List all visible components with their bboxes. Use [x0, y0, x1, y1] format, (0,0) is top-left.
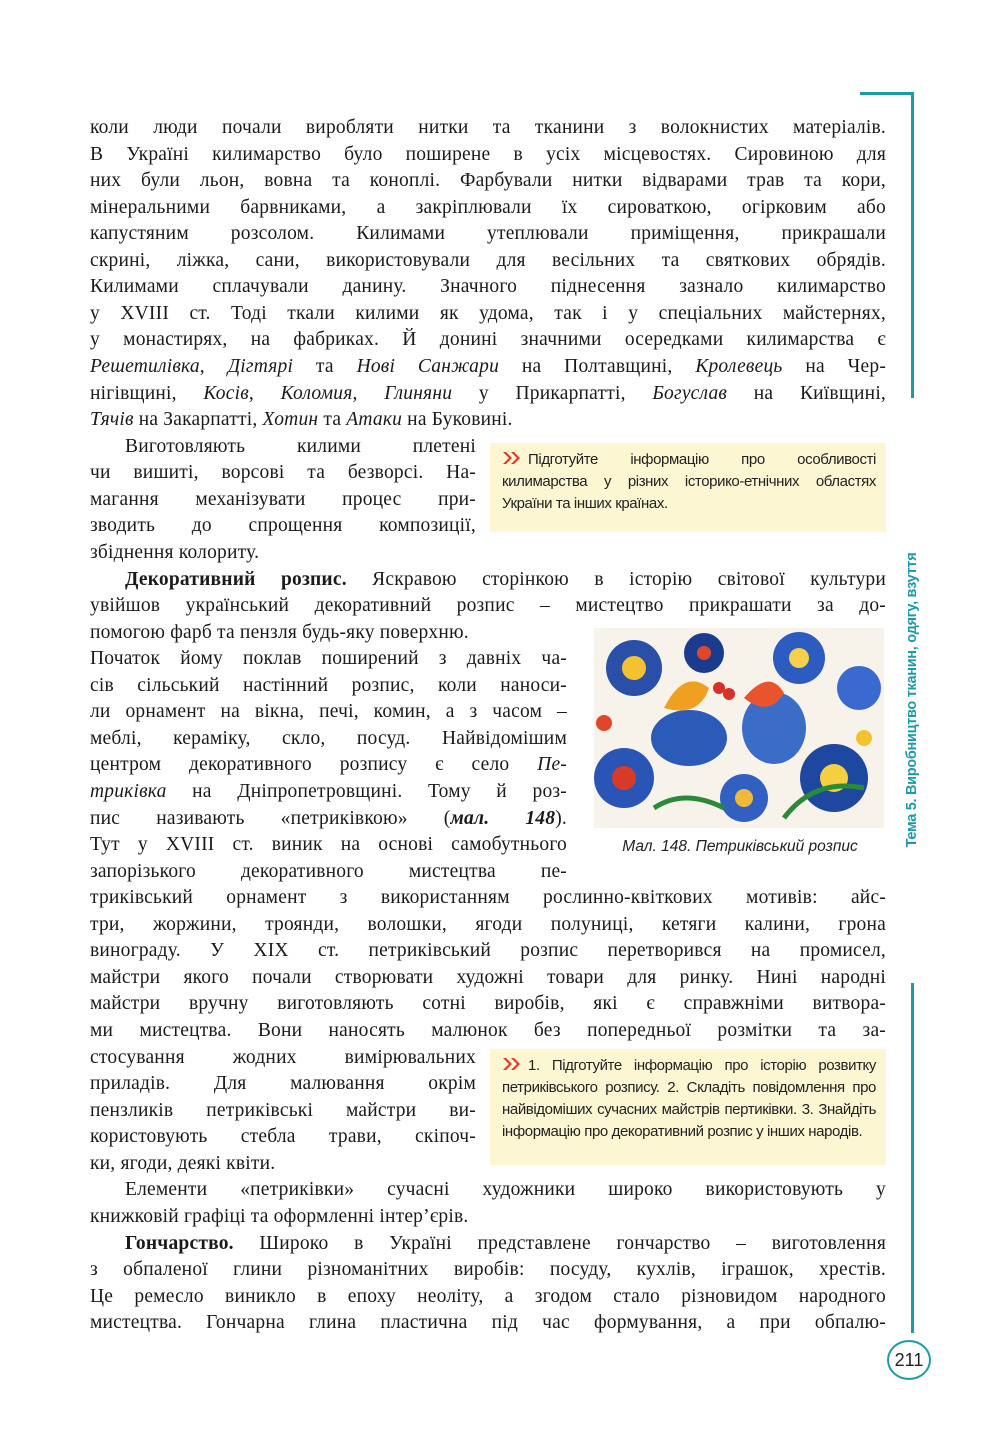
text-run: ,	[199, 356, 228, 378]
text-line	[90, 381, 886, 407]
task-text: 1. Підготуйте інформацію про історію розвитку петриківського розпису. 2. Складіть повідомлення про найвідоміших сучасних майстрів пертиківки. 3. Знайдіть інформацію про декоративний розпис у інших народів.	[502, 1057, 876, 1140]
text-run: на Київщині,	[727, 382, 887, 404]
text-run: Килимами сплачували данину. Значного піднесення зазнало килимарство	[90, 276, 886, 298]
text-line	[90, 354, 886, 380]
emphasized-text: Нові Санжари	[356, 356, 500, 378]
text-line	[90, 513, 476, 539]
text-line	[90, 407, 886, 433]
text-line	[90, 752, 567, 778]
text-run: чи вишиті, ворсові та безворсі. На-	[90, 462, 476, 484]
text-line	[90, 1310, 886, 1336]
text-run: мінеральними барвниками, а закріплювали їх сироваткою, огірковим або	[90, 196, 886, 218]
emphasized-text: Хотин	[262, 409, 319, 431]
text-run: винограду. У XIX ст. петриківський розпис перетворився на промисел,	[90, 940, 886, 962]
text-run: мистецтва. Гончарна глина пластична під час формування, а при обпалю-	[90, 1312, 886, 1334]
text-line	[90, 301, 886, 327]
text-run: магання механізувати процес при-	[90, 488, 476, 510]
text-run: ).	[555, 807, 567, 829]
text-run: ки, ягоди, деякі квіти.	[90, 1152, 276, 1174]
text-line	[90, 1124, 476, 1150]
text-run: помогою фарб та пензля будь-яку поверхню.	[90, 621, 469, 643]
top-rule	[860, 92, 914, 95]
emphasized-text: Пе-	[537, 754, 567, 776]
text-line	[90, 1098, 476, 1124]
text-run: зводить до спрощення композиції,	[90, 515, 476, 537]
text-line	[90, 460, 476, 486]
text-line	[90, 1257, 886, 1283]
text-run: Початок йому поклав поширений з давніх ча-	[90, 648, 567, 670]
text-line	[90, 327, 886, 353]
text-line	[90, 1018, 886, 1044]
text-line	[90, 1151, 476, 1177]
text-run: у Прикарпатті,	[452, 382, 653, 404]
text-run: на Чер-	[782, 356, 887, 378]
text-run: книжковій графіці та оформленні інтер’єрів.	[90, 1205, 469, 1227]
text-run: Яскравою сторінкою в історію світової культури	[346, 568, 886, 590]
text-line	[90, 859, 567, 885]
text-run: скрині, ліжка, сани, використовували для весільних та святкових обрядів.	[90, 249, 886, 271]
text-line	[90, 1284, 886, 1310]
text-run: В Україні килимарство було поширене в усіх місцевостях. Сировиною для	[90, 143, 886, 165]
text-run: пензликів петриківські майстри ви-	[90, 1099, 476, 1121]
text-run: та	[318, 409, 347, 431]
emphasized-text: Решетилівка	[90, 356, 200, 378]
text-line	[90, 195, 886, 221]
double-chevron-icon	[502, 451, 522, 465]
text-line	[125, 1231, 886, 1257]
text-line	[90, 168, 886, 194]
text-line	[90, 832, 567, 858]
text-run: ,	[352, 382, 385, 404]
text-run: у XVIII ст. Тоді ткали килими як удома, так і у спеціальних майстернях,	[90, 302, 886, 324]
text-line	[90, 620, 567, 646]
text-line	[90, 806, 567, 832]
side-rule-bottom	[911, 983, 914, 1333]
double-chevron-icon	[502, 1057, 522, 1071]
text-line	[90, 965, 886, 991]
text-run: центром декоративного розпису є село	[90, 754, 538, 776]
text-line	[90, 699, 567, 725]
text-line	[90, 991, 886, 1017]
text-run: з обпаленої глини різноманітних виробів: посуду, кухлів, іграшок, хрестів.	[90, 1259, 886, 1281]
text-line	[125, 1177, 886, 1203]
text-line	[90, 1045, 476, 1071]
text-line	[125, 567, 886, 593]
text-run: на Буковині.	[402, 409, 513, 431]
text-run: Виготовляють килими плетені	[125, 435, 476, 457]
text-line	[90, 779, 567, 805]
text-line	[90, 726, 567, 752]
text-run: увійшов український декоративний розпис – мистецтво прикрашати за до-	[90, 595, 886, 617]
text-run: майстри якого почали створювати художні товари для ринку. Нині народні	[90, 966, 886, 988]
text-line	[90, 115, 886, 141]
text-run: Елементи «петриківки» сучасні художники широко використовують у	[125, 1179, 886, 1201]
text-run: пис називають «петриківкою» (	[90, 807, 451, 829]
text-line	[90, 274, 886, 300]
text-line	[90, 487, 476, 513]
emphasized-text: Декоративний розпис.	[125, 568, 347, 590]
text-run: на Закарпатті,	[133, 409, 263, 431]
text-line	[90, 1071, 476, 1097]
text-line	[125, 434, 476, 460]
text-run: запорізького декоративного мистецтва пе-	[90, 860, 567, 882]
text-line	[90, 221, 886, 247]
emphasized-text: Коломия	[280, 382, 353, 404]
emphasized-text: Атаки	[346, 409, 403, 431]
text-run: на Дніпропетровщині. Тому й роз-	[166, 781, 567, 802]
text-line	[90, 646, 567, 672]
text-run: Тут у XVIII ст. виник на основі самобутнього	[90, 834, 567, 856]
task-text: Підготуйте інформацію про особливості килимарства у різних історико-етнічних областях України та інших країнах.	[502, 451, 876, 512]
task-box-2	[490, 1049, 886, 1165]
text-run: приладів. Для малювання окрім	[90, 1073, 476, 1095]
page-number: 211	[887, 1340, 931, 1380]
emphasized-text: Глиняни	[384, 382, 453, 404]
text-line	[90, 248, 886, 274]
text-line	[90, 673, 567, 699]
text-run: та	[293, 356, 357, 378]
text-run: них були льон, вовна та коноплі. Фарбували нитки відварами трав та кори,	[90, 170, 886, 192]
text-run: нігівщині,	[90, 382, 204, 404]
emphasized-text: триківка	[90, 781, 167, 802]
figure-caption: Мал. 148. Петриківський розпис	[622, 838, 858, 855]
emphasized-text: мал. 148	[450, 807, 556, 829]
task-box-1	[490, 443, 886, 532]
text-run: майстри вручну виготовляють сотні виробів, які є справжніми витвора-	[90, 993, 886, 1015]
chapter-side-label: Тема 5. Виробництво тканин, одягу, взуття	[904, 552, 920, 848]
text-run: триківський орнамент з використанням рослинно-квіткових мотивів: айс-	[90, 887, 886, 909]
text-run: коли люди почали виробляти нитки та тканини з волокнистих матеріалів.	[90, 117, 886, 138]
text-run: ми мистецтва. Вони наносять малюнок без попередньої розмітки та за-	[90, 1020, 886, 1042]
text-run: меблі, кераміку, скло, посуд. Найвідомішим	[90, 727, 567, 749]
text-line	[90, 540, 476, 566]
side-rule-top	[911, 92, 914, 398]
text-line	[90, 142, 886, 168]
text-run: на Полтавщині,	[499, 356, 696, 378]
text-run: збіднення колориту.	[90, 541, 260, 563]
text-line	[90, 912, 886, 938]
text-line	[90, 885, 886, 911]
text-run: Широко в Україні представлене гончарство – виготовлення	[233, 1232, 886, 1254]
text-run: Це ремесло виникло в епоху неоліту, а згодом стало різновидом народного	[90, 1285, 886, 1307]
emphasized-text: Кролевець	[695, 356, 783, 378]
text-run: три, жоржини, троянди, волошки, ягоди полуниці, кетяги калини, грона	[90, 913, 886, 935]
emphasized-text: Дігтярі	[227, 356, 294, 378]
text-run: у монастирях, на фабриках. Й донині значними осередками килимарства є	[90, 329, 886, 351]
emphasized-text: Тячів	[90, 409, 134, 431]
text-run: ,	[248, 382, 281, 404]
text-run: сів сільський настінний розпис, коли наноси-	[90, 674, 567, 696]
text-line	[90, 938, 886, 964]
emphasized-text: Богуслав	[652, 382, 728, 404]
text-line	[90, 1204, 886, 1230]
emphasized-text: Гончарство.	[125, 1232, 234, 1254]
text-run: капустяним розсолом. Килимами утеплювали приміщення, прикрашали	[90, 223, 886, 245]
text-run: користовують стебла трави, скіпоч-	[90, 1126, 476, 1148]
text-run: ли орнамент на вікна, печі, комин, а з часом –	[90, 701, 567, 723]
text-line	[90, 593, 886, 619]
petrykivka-painting-image	[594, 628, 884, 828]
text-run: стосування жодних вимірювальних	[90, 1046, 476, 1068]
emphasized-text: Косів	[203, 382, 249, 404]
